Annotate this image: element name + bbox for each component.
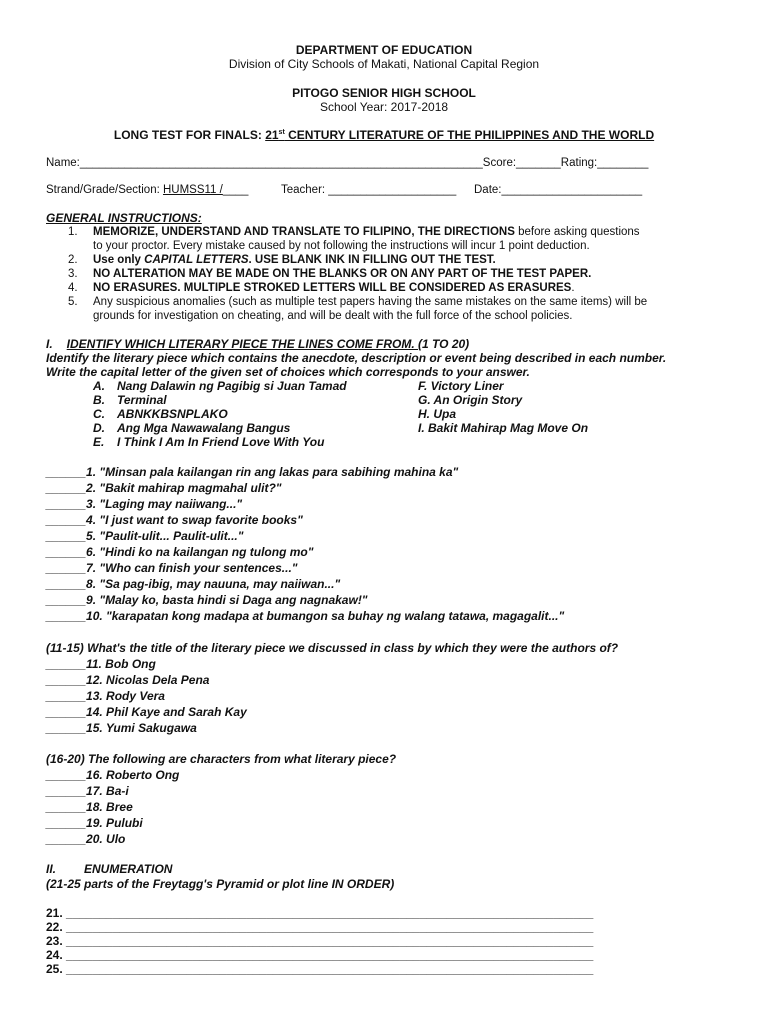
instruction-bold: NO ERASURES. MULTIPLE STROKED LETTERS WILL BE CONSIDERED AS ERASURES: [93, 282, 572, 294]
choice-text: ABNKKBSNPLAKO: [117, 407, 228, 421]
choice-right-item: I. Bakit Mahirap Mag Move On: [418, 421, 589, 435]
test-title-superscript: st: [278, 129, 285, 136]
question-item[interactable]: ______11. Bob Ong: [46, 657, 156, 671]
instruction-number: 2.: [68, 254, 78, 266]
question-item[interactable]: ______19. Pulubi: [46, 816, 143, 830]
instruction-text: [93, 281, 575, 295]
enumeration-line[interactable]: 22. _______________________________________________________________________________: [46, 920, 594, 934]
school-name: PITOGO SENIOR HIGH SCHOOL: [292, 86, 476, 100]
question-item[interactable]: ______2. "Bakit mahirap magmahal ulit?": [46, 481, 282, 495]
instruction-text: to your proctor. Every mistake caused by not following the instructions will incur 1 point deduction.: [93, 240, 590, 252]
enumeration-line[interactable]: 21. _______________________________________________________________________________: [46, 906, 594, 920]
choice-text: Nang Dalawin ng Pagibig si Juan Tamad: [117, 379, 347, 393]
instruction-number: 3.: [68, 268, 78, 280]
question-item[interactable]: ______6. "Hindi ko na kailangan ng tulong mo": [46, 545, 314, 559]
choice-text: Terminal: [117, 393, 167, 407]
instruction-text: [93, 225, 640, 239]
section-1-heading: [46, 337, 469, 351]
enumeration-line[interactable]: 23. _______________________________________________________________________________: [46, 934, 594, 948]
instruction-rest: . USE BLANK INK IN FILLING OUT THE TEST.: [248, 254, 496, 266]
choice-letter: A.: [93, 379, 105, 393]
section-1-directions-2: Write the capital letter of the given set of choices which corresponds to your answer.: [46, 365, 530, 379]
section-2-subheading: (21-25 parts of the Freytagg's Pyramid or plot line IN ORDER): [46, 877, 395, 891]
question-item[interactable]: ______5. "Paulit-ulit... Paulit-ulit...": [46, 529, 244, 543]
choice-right-item: F. Victory Liner: [418, 379, 504, 393]
department-title: DEPARTMENT OF EDUCATION: [295, 43, 473, 57]
name-score-rating-line[interactable]: Name:_______________________________________________________________Score:_______Rating:________: [46, 157, 649, 169]
choice-letter: D.: [93, 421, 105, 435]
choice-text: I Think I Am In Friend Love With You: [117, 435, 325, 449]
teacher-field[interactable]: Teacher: ____________________: [281, 184, 457, 196]
question-item[interactable]: ______20. Ulo: [46, 832, 126, 846]
section-1-title: IDENTIFY WHICH LITERARY PIECE THE LINES COME FROM.: [66, 337, 419, 351]
instruction-text: Any suspicious anomalies (such as multiple test papers having the same mistakes on the same items) will be: [93, 296, 648, 308]
instruction-bold: MEMORIZE, UNDERSTAND AND TRANSLATE TO FILIPINO, THE DIRECTIONS: [93, 226, 515, 238]
section-1c-heading: (16-20) The following are characters from what literary piece?: [46, 752, 397, 766]
school-year: School Year: 2017-2018: [319, 100, 449, 114]
date-field[interactable]: Date:______________________: [474, 184, 643, 196]
question-item[interactable]: ______1. "Minsan pala kailangan rin ang lakas para sabihing mahina ka": [46, 465, 459, 479]
instructions-heading: GENERAL INSTRUCTIONS:: [46, 211, 202, 225]
instruction-text: grounds for investigation on cheating, and will be dealt with the full force of the school policies.: [93, 310, 573, 322]
question-item[interactable]: ______7. "Who can finish your sentences...": [46, 561, 298, 575]
test-title-ordinal: [265, 128, 285, 142]
question-item[interactable]: ______16. Roberto Ong: [46, 768, 180, 782]
instruction-italic: CAPITAL LETTERS: [144, 254, 249, 266]
enumeration-line[interactable]: 25. _______________________________________________________________________________: [46, 962, 594, 976]
instruction-rest: before asking questions: [514, 226, 640, 238]
question-item[interactable]: ______18. Bree: [46, 800, 133, 814]
choice-letter: E.: [93, 435, 105, 449]
instruction-number: 5.: [68, 296, 78, 308]
question-item[interactable]: ______17. Ba-i: [46, 784, 129, 798]
section-2-heading: [46, 862, 172, 876]
instruction-text: [93, 253, 496, 267]
question-item[interactable]: ______14. Phil Kaye and Sarah Kay: [46, 705, 247, 719]
instruction-number: 4.: [68, 282, 78, 294]
section-1-range: (1 TO 20): [418, 337, 470, 351]
strand-label: Strand/Grade/Section:: [46, 184, 163, 196]
section-2-title: ENUMERATION: [84, 862, 173, 876]
choice-text: Ang Mga Nawawalang Bangus: [117, 421, 291, 435]
section-1-directions-1: Identify the literary piece which contains the anecdote, description or event being described in each number.: [46, 351, 667, 365]
question-item[interactable]: ______8. "Sa pag-ibig, may nauuna, may naiiwan...": [46, 577, 341, 591]
division-line: Division of City Schools of Makati, National Capital Region: [228, 57, 540, 71]
section-1b-heading: (11-15) What's the title of the literary piece we discussed in class by which they were the authors of?: [46, 641, 619, 655]
test-title-pre: LONG TEST FOR FINALS:: [113, 128, 266, 142]
strand-value[interactable]: HUMSS11 /: [162, 184, 223, 196]
instruction-number: 1.: [68, 226, 78, 238]
choice-letter: C.: [93, 407, 105, 421]
question-item[interactable]: ______13. Rody Vera: [46, 689, 165, 703]
question-item[interactable]: ______4. "I just want to swap favorite books": [46, 513, 303, 527]
question-item[interactable]: ______12. Nicolas Dela Pena: [46, 673, 210, 687]
choice-right-item: G. An Origin Story: [418, 393, 523, 407]
choice-letter: B.: [93, 393, 105, 407]
question-item[interactable]: ______15. Yumi Sakugawa: [46, 721, 197, 735]
strand-blank[interactable]: ____: [222, 184, 249, 196]
instruction-rest: .: [571, 282, 575, 294]
section-1-roman: I.: [46, 337, 53, 351]
question-item[interactable]: ______10. "karapatan kong madapa at bumangon sa buhay ng walang tatawa, magagalit...": [46, 609, 565, 623]
instruction-text: NO ALTERATION MAY BE MADE ON THE BLANKS OR ON ANY PART OF THE TEST PAPER.: [93, 268, 592, 280]
question-item[interactable]: ______9. "Malay ko, basta hindi si Daga ang nagnakaw!": [46, 593, 368, 607]
section-2-roman: II.: [46, 862, 57, 876]
question-item[interactable]: ______3. "Laging may naiiwang...": [46, 497, 243, 511]
strand-line: [46, 184, 248, 196]
enumeration-line[interactable]: 24. _______________________________________________________________________________: [46, 948, 594, 962]
test-title-number: 21: [265, 128, 279, 142]
choice-right-item: H. Upa: [418, 407, 457, 421]
test-title-post: CENTURY LITERATURE OF THE PHILIPPINES AND THE WORLD: [284, 128, 655, 142]
test-title: [0, 128, 768, 142]
instruction-bold: Use only: [93, 254, 145, 266]
